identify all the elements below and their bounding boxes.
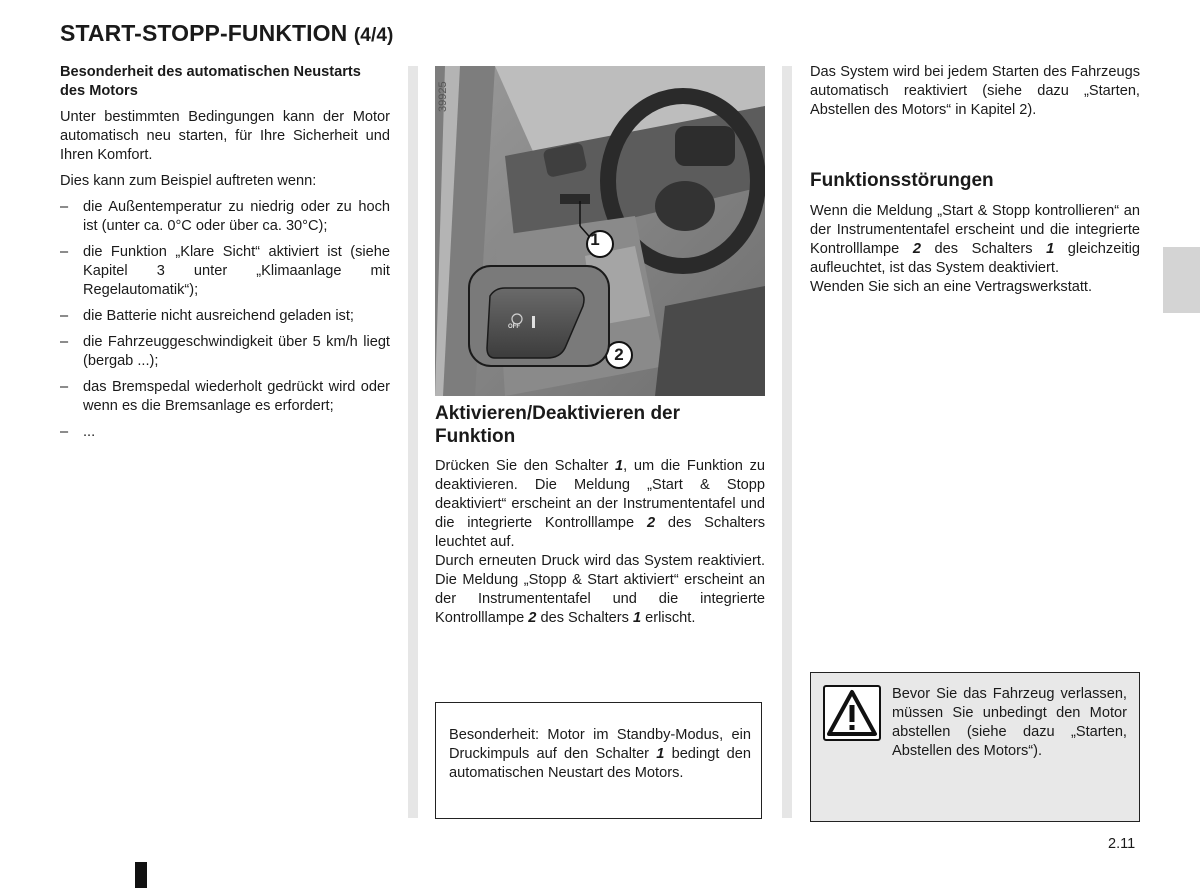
page-title-text: START-STOPP-FUNKTION <box>60 20 348 46</box>
warning-text-content: Bevor Sie das Fahrzeug verlassen, müssen Sie unbedingt den Motor abstellen (siehe dazu „Starten, Abstellen des Motors“). <box>892 686 1127 759</box>
text-run: erlischt. <box>641 610 696 626</box>
list-item-text: das Bremspedal wiederholt gedrückt wird oder wenn es die Bremsanlage es erfordert; <box>83 379 390 414</box>
list-item <box>60 198 390 236</box>
warning-text <box>824 685 1127 761</box>
list-dash: – <box>60 199 69 215</box>
section-heading-restart: Besonderheit des automatischen Neustarts des Motors <box>60 64 361 99</box>
left-column <box>60 63 390 449</box>
right-column-intro <box>810 63 1140 120</box>
middle-column-text <box>435 457 765 628</box>
paragraph-examples-intro: Dies kann zum Beispiel auftreten wenn: <box>60 173 317 189</box>
ref-lamp-2: 2 <box>528 610 537 626</box>
ref-lamp-2: 2 <box>912 241 921 257</box>
text-run: Wenn die Meldung „Start & Stopp kontrollieren“ an der Instrumententafel erscheint und die integrierte Kontrolllampe <box>810 203 1140 257</box>
text-run: , um die Funktion zu deaktivieren. Die Meldung „Start & Stopp deaktiviert“ erscheint an der Instrumententafel und die integrierte Kontrolllampe <box>435 458 765 531</box>
column-divider-right <box>782 66 792 818</box>
text-run: bedingt den automatischen Neustart des Motors. <box>449 746 751 781</box>
page-number: 2.11 <box>1108 836 1136 852</box>
paragraph-contact-workshop: Wenden Sie sich an eine Vertragswerkstatt. <box>810 279 1093 295</box>
list-dash: – <box>60 308 69 324</box>
standby-note-box <box>435 702 762 819</box>
chapter-tab <box>1163 247 1200 313</box>
text-run: Besonderheit: Motor im Standby-Modus, ein Druckimpuls auf den Schalter <box>449 727 751 762</box>
paragraph-fault-message <box>810 202 1140 278</box>
text-run: des Schalters leuchtet auf. <box>435 515 766 550</box>
list-item <box>60 307 390 326</box>
paragraph-deactivate <box>435 457 765 552</box>
paragraph-reactivate <box>435 552 765 628</box>
ref-switch-1: 1 <box>632 610 642 626</box>
list-item <box>60 423 390 442</box>
list-dash: – <box>60 244 69 260</box>
paragraph-auto-reactivate: Das System wird bei jedem Starten des Fahrzeugs automatisch reaktiviert (siehe dazu „Starten, Abstellen des Motors“ in Kapitel 2). <box>810 64 1140 118</box>
section-heading-activate: Aktivieren/Deaktivieren der Funktion <box>435 403 681 447</box>
paragraph-restart-intro: Unter bestimmten Bedingungen kann der Motor automatisch neu starten, für Ihre Sicherheit und Ihren Komfort. <box>60 109 390 163</box>
ref-switch-1: 1 <box>1046 241 1055 257</box>
list-item-text: die Funktion „Klare Sicht“ aktiviert ist (siehe Kapitel 3 unter „Klimaanlage mit Regelautomatik“); <box>83 244 390 298</box>
callout-2: 2 <box>614 345 624 364</box>
ref-lamp-2: 2 <box>646 515 656 531</box>
list-dash: – <box>60 334 69 350</box>
callout-1: 1 <box>590 230 600 249</box>
list-item <box>60 378 390 416</box>
page-title <box>60 20 393 47</box>
list-item <box>60 243 390 300</box>
list-item-text: die Fahrzeuggeschwindigkeit über 5 km/h liegt (bergab ...); <box>83 334 390 369</box>
margin-marker <box>135 862 147 888</box>
column-divider-left <box>408 66 418 818</box>
ref-switch-1: 1 <box>656 746 665 762</box>
switch-off-label: OFF <box>508 324 520 330</box>
page-title-suffix: (4/4) <box>353 25 394 46</box>
list-dash: – <box>60 379 69 395</box>
section-heading-faults: Funktionsstörungen <box>810 170 994 191</box>
list-dash: – <box>60 424 69 440</box>
standby-note-text <box>449 726 751 783</box>
list-item-text: die Außentemperatur zu niedrig oder zu hoch ist (unter ca. 0°C oder über ca. 30°C); <box>83 199 390 234</box>
figure-number: 39925 <box>437 81 449 112</box>
list-item <box>60 333 390 371</box>
ref-switch-1: 1 <box>615 458 624 474</box>
condition-list <box>60 198 390 442</box>
list-item-text: die Batterie nicht ausreichend geladen ist; <box>83 308 354 324</box>
text-run: des Schalters <box>920 241 1047 257</box>
text-run: Drücken Sie den Schalter <box>435 458 615 474</box>
text-run: Durch erneuten Druck wird das System reaktiviert. Die Meldung „Stopp & Start aktiviert“ erscheint an der Instrumententafel und die integrierte Kontrolllampe <box>435 553 765 626</box>
text-run: des Schalters <box>536 610 633 626</box>
faults-text <box>810 202 1140 297</box>
text-run: gleichzeitig aufleuchtet, ist das System deaktiviert. <box>810 241 1140 276</box>
warning-box <box>810 672 1140 822</box>
list-item-text: ... <box>83 424 96 440</box>
